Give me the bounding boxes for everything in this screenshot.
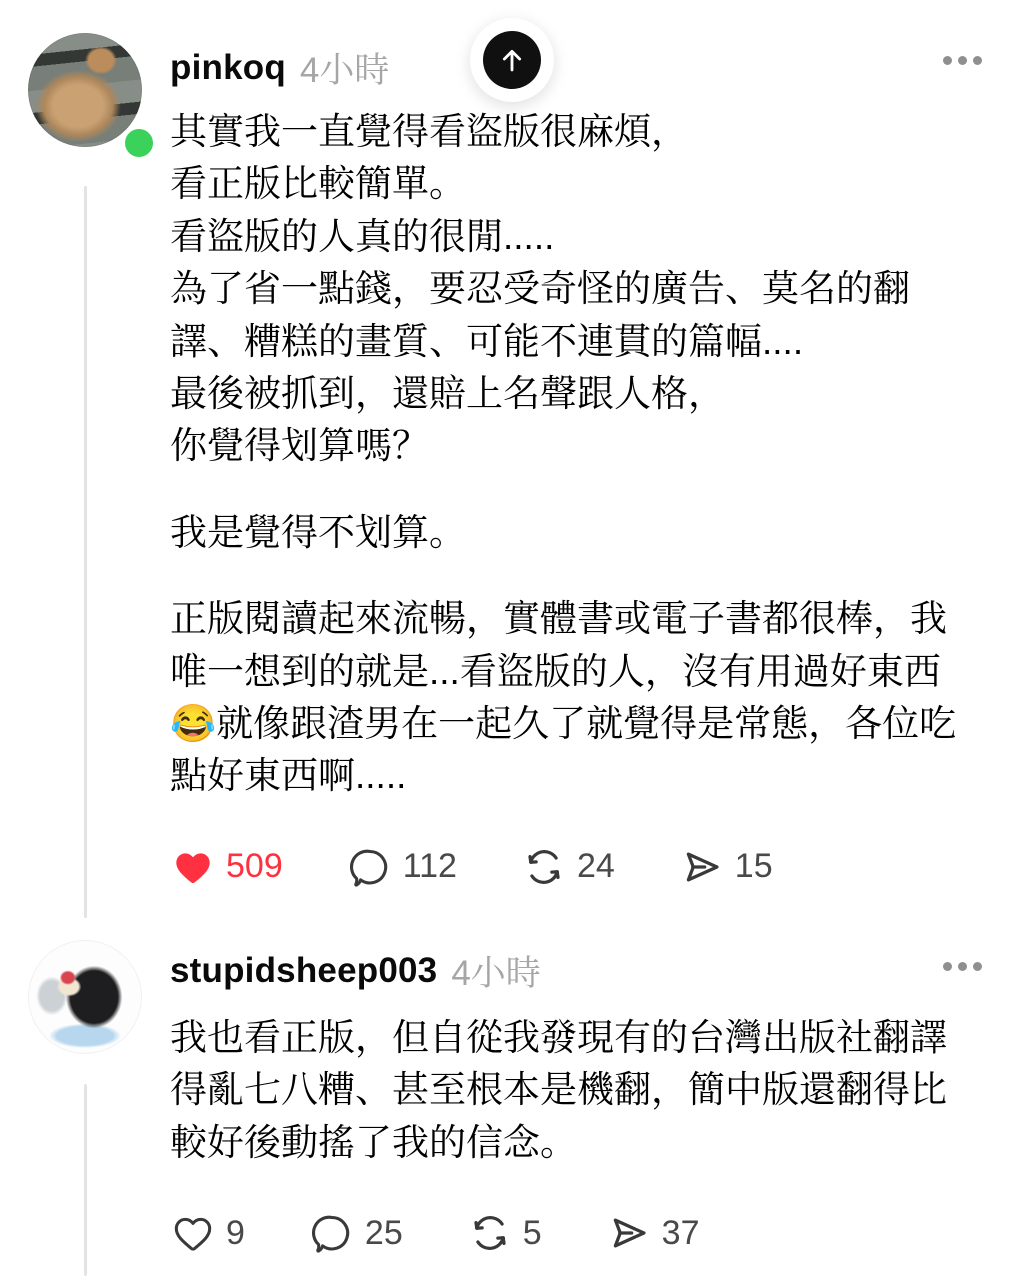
like-count: 9 xyxy=(226,1213,245,1252)
post-text-line xyxy=(170,473,985,507)
post-body xyxy=(170,1012,985,1169)
like-button[interactable] xyxy=(170,1210,245,1256)
comment-button[interactable] xyxy=(347,844,457,890)
engagement-bar xyxy=(170,843,985,891)
like-button[interactable] xyxy=(170,844,283,890)
send-icon xyxy=(679,844,725,890)
post-text-line: 我是覺得不划算。 xyxy=(170,511,466,553)
arrow-up-icon xyxy=(495,43,529,77)
repost-count: 24 xyxy=(576,847,615,886)
comment-button[interactable] xyxy=(309,1210,403,1256)
post-text-line: 你覺得划算嗎？ xyxy=(170,425,429,467)
post-text-line: 譯、糟糕的畫質、可能不連貫的篇幅.... xyxy=(170,320,804,362)
engagement-bar xyxy=(170,1209,985,1257)
avatar[interactable] xyxy=(28,940,142,1054)
post-text-line: 正版閱讀起來流暢，實體書或電子書都很棒，我 xyxy=(170,598,947,640)
post xyxy=(170,948,985,1257)
heart-icon xyxy=(170,1210,216,1256)
post-text-line: 點好東西啊..... xyxy=(170,755,407,797)
share-button[interactable] xyxy=(679,844,773,890)
post-body xyxy=(170,106,985,803)
thread-connector-line xyxy=(84,186,87,918)
comment-icon xyxy=(309,1210,355,1256)
post-text-line: 唯一想到的就是...看盜版的人，沒有用過好東西 xyxy=(170,650,941,692)
repost-icon xyxy=(521,844,567,890)
heart-icon xyxy=(170,844,216,890)
scroll-to-top-circle xyxy=(483,31,541,89)
comment-icon xyxy=(347,844,393,890)
post-header xyxy=(170,45,985,91)
repost-button[interactable] xyxy=(467,1210,542,1256)
post-text-line: 看正版比較簡單。 xyxy=(170,163,466,205)
share-count: 15 xyxy=(734,847,773,886)
repost-button[interactable] xyxy=(521,844,615,890)
post-text-line: 我也看正版，但自從我發現有的台灣出版社翻譯 xyxy=(170,1017,947,1058)
avatar[interactable] xyxy=(28,33,142,147)
repost-icon xyxy=(467,1210,513,1256)
comment-count: 25 xyxy=(364,1213,403,1252)
username[interactable]: pinkoq xyxy=(170,48,286,87)
post-text-line: 最後被抓到，還賠上名聲跟人格， xyxy=(170,372,725,414)
online-status-dot xyxy=(122,126,156,160)
post xyxy=(170,45,985,891)
repost-count: 5 xyxy=(522,1213,542,1252)
post-text-line: 😂就像跟渣男在一起久了就覺得是常態，各位吃 xyxy=(170,702,957,744)
comment-count: 112 xyxy=(402,847,457,886)
timestamp: 4小時 xyxy=(451,954,541,993)
post-header xyxy=(170,948,985,994)
share-button[interactable] xyxy=(606,1210,700,1256)
like-count: 509 xyxy=(226,847,283,886)
thread-connector-line xyxy=(84,1084,87,1276)
scroll-to-top-button[interactable] xyxy=(470,18,554,102)
username[interactable]: stupidsheep003 xyxy=(170,951,438,990)
send-icon xyxy=(606,1210,652,1256)
post-text-line: 較好後動搖了我的信念。 xyxy=(170,1121,577,1163)
timestamp: 4小時 xyxy=(299,51,390,90)
post-text-line: 其實我一直覺得看盜版很麻煩， xyxy=(170,111,688,152)
post-text-line: 為了省一點錢，要忍受奇怪的廣告、莫名的翻 xyxy=(170,268,910,310)
post-text-line xyxy=(170,559,985,593)
post-text-line: 看盜版的人真的很閒..... xyxy=(170,215,555,257)
share-count: 37 xyxy=(661,1213,700,1252)
post-text-line: 得亂七八糟、甚至根本是機翻，簡中版還翻得比 xyxy=(170,1069,947,1111)
